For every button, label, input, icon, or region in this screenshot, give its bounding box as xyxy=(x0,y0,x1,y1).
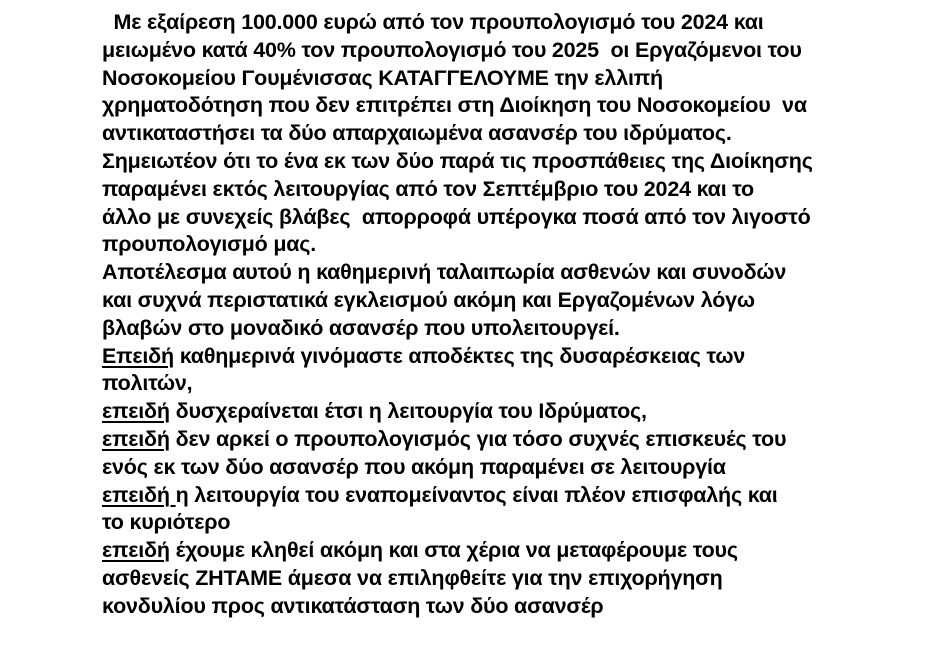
text-segment: Νοσοκομείου Γουμένισσας ΚΑΤΑΓΓΕΛΟΥΜΕ την ελλιπή xyxy=(102,65,663,90)
text-segment: το κυριότερο xyxy=(102,510,231,535)
text-line xyxy=(102,537,902,565)
text-line xyxy=(102,398,902,426)
text-line xyxy=(102,454,902,482)
text-segment: Σημειωτέον ότι το ένα εκ των δύο παρά τις προσπάθειες της Διοίκησης xyxy=(102,148,813,173)
text-line xyxy=(102,593,902,621)
text-segment: μειωμένο κατά 40% τον προυπολογισμό του 2025 οι Εργαζόμενοι του xyxy=(102,37,802,62)
text-segment: χρηματοδότηση που δεν επιτρέπει στη Διοίκηση του Νοσοκομείου να xyxy=(102,93,807,118)
text-segment: βλαβών στο μοναδικό ασανσέρ που υπολειτουργεί. xyxy=(102,315,620,340)
text-segment: έχουμε κληθεί ακόμη και στα χέρια να μεταφέρουμε τους xyxy=(169,538,738,563)
text-segment: καθημερινά γινόμαστε αποδέκτες της δυσαρέσκειας των xyxy=(173,343,746,368)
underlined-keyword: Επειδή xyxy=(102,343,174,368)
text-segment: η λειτουργία του εναπομείναντος είναι πλέον επισφαλής και xyxy=(175,482,778,507)
underlined-keyword: επειδή xyxy=(102,399,170,424)
text-line xyxy=(102,287,902,315)
text-line xyxy=(102,370,902,398)
text-line xyxy=(102,9,902,37)
text-segment: Με εξαίρεση 100.000 ευρώ από τον προυπολογισμό του 2024 και xyxy=(102,10,764,34)
text-line xyxy=(102,343,902,371)
text-segment: αντικαταστήσει τα δύο απαρχαιωμένα ασανσέρ του ιδρύματος. xyxy=(102,121,732,146)
underlined-keyword: επειδή xyxy=(102,426,170,451)
text-segment: ενός εκ των δύο ασανσέρ που ακόμη παραμένει σε λειτουργία xyxy=(102,454,726,479)
text-line xyxy=(102,565,902,593)
text-segment: προυπολογισμό μας. xyxy=(102,232,317,257)
text-line xyxy=(102,148,902,176)
text-line xyxy=(102,37,902,65)
text-segment: πολιτών, xyxy=(102,371,193,396)
text-segment: άλλο με συνεχείς βλάβες απορροφά υπέρογκα ποσά από τον λιγοστό xyxy=(102,204,811,229)
text-line xyxy=(102,482,902,510)
text-segment: παραμένει εκτός λειτουργίας από τον Σεπτέμβριο του 2024 και το xyxy=(102,176,754,201)
underlined-keyword: επειδή xyxy=(102,538,170,563)
text-line xyxy=(102,204,902,232)
text-line xyxy=(102,120,902,148)
text-segment: δυσχεραίνεται έτσι η λειτουργία του Ιδρύματος, xyxy=(169,399,647,424)
text-segment: δεν αρκεί ο προυπολογισμός για τόσο συχνές επισκευές του xyxy=(169,426,787,451)
document-text xyxy=(102,9,902,621)
text-line xyxy=(102,65,902,93)
text-line xyxy=(102,426,902,454)
underlined-keyword: επειδή xyxy=(102,482,176,507)
text-segment: κονδυλίου προς αντικατάσταση των δύο ασανσέρ xyxy=(102,593,604,618)
text-line xyxy=(102,231,902,259)
text-line xyxy=(102,92,902,120)
text-segment: Αποτέλεσμα αυτού η καθημερινή ταλαιπωρία ασθενών και συνοδών xyxy=(102,260,787,285)
text-line xyxy=(102,259,902,287)
text-segment: και συχνά περιστατικά εγκλεισμού ακόμη και Εργαζομένων λόγω xyxy=(102,287,755,312)
text-line xyxy=(102,509,902,537)
text-line xyxy=(102,315,902,343)
text-line xyxy=(102,176,902,204)
text-segment: ασθενείς ΖΗΤΑΜΕ άμεσα να επιληφθείτε για την επιχορήγηση xyxy=(102,565,723,590)
